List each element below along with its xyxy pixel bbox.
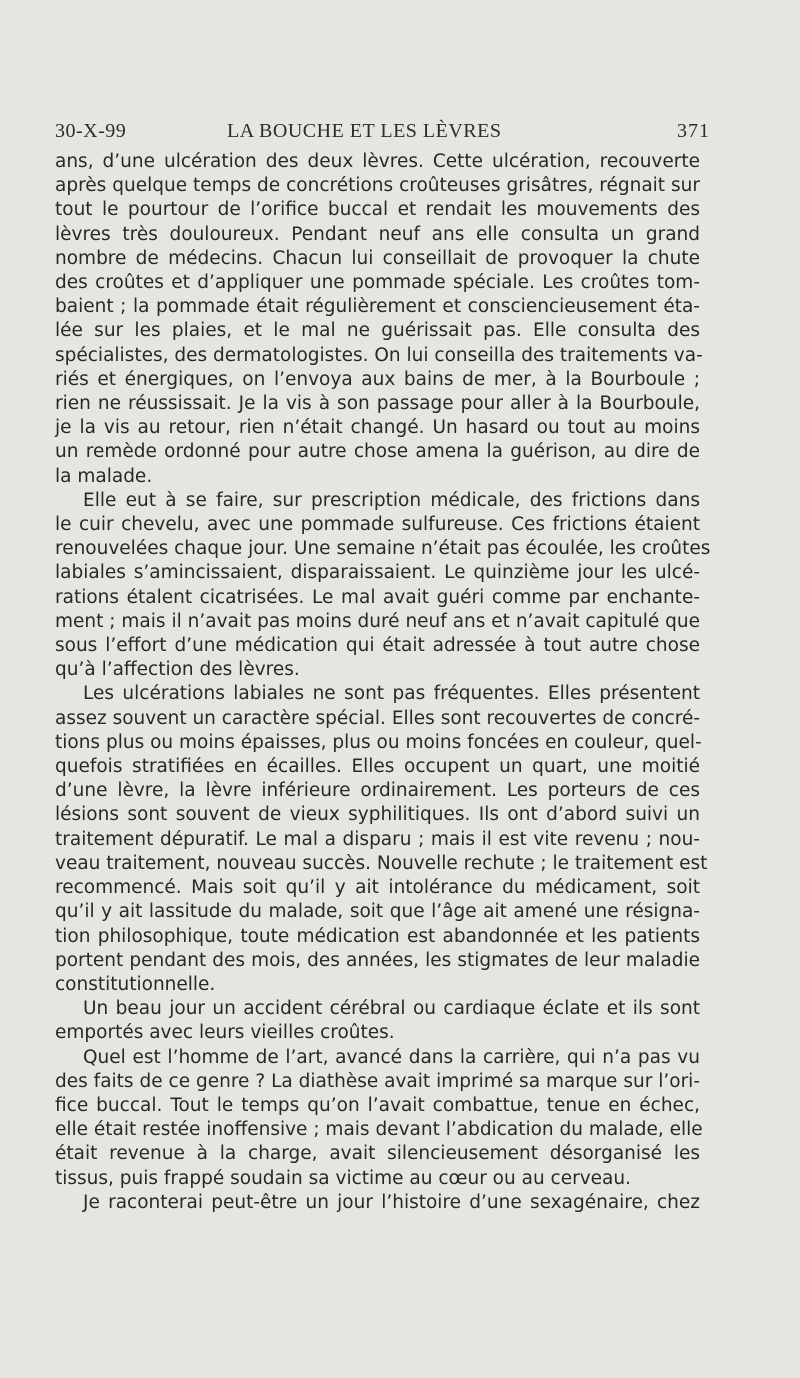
text-line: fice buccal. Tout le temps qu’on l’avait combattue, tenue en échec, bbox=[55, 1094, 700, 1116]
text-line: était revenue à la charge, avait silencieusement désorganisé les bbox=[55, 1143, 700, 1165]
text-line: je la vis au retour, rien n’était changé. Un hasard ou tout au moins bbox=[55, 417, 700, 439]
paragraph bbox=[55, 682, 708, 997]
text-line: veau traitement, nouveau succès. Nouvelle rechute ; le traitement est bbox=[55, 852, 708, 874]
text-line: ans, d’une ulcération des deux lèvres. Cette ulcération, recouverte bbox=[55, 151, 700, 172]
text-line: emportés avec leurs vieilles croûtes. bbox=[55, 1022, 395, 1044]
text-line: Je raconterai peut-être un jour l’histoire d’une sexagénaire, chez bbox=[83, 1191, 700, 1213]
text-line: assez souvent un caractère spécial. Elles sont recouvertes de concré- bbox=[55, 707, 701, 729]
header-date: 30-X-99 bbox=[55, 120, 127, 142]
text-line: qu’il y ait lassitude du malade, soit que l’âge ait amené une résigna- bbox=[55, 901, 700, 923]
text-line: la malade. bbox=[55, 465, 153, 487]
text-line: lèvres très douloureux. Pendant neuf ans elle consulta un grand bbox=[55, 223, 700, 245]
text-line: riés et énergiques, on l’envoya aux bains de mer, à la Bourboule ; bbox=[55, 368, 700, 390]
text-line: portent pendant des mois, des années, les stigmates de leur maladie bbox=[55, 949, 700, 971]
text-line: sous l’effort d’une médication qui était adressée à tout autre chose bbox=[55, 635, 700, 657]
text-line: recommencé. Mais soit qu’il y ait intolérance du médicament, soit bbox=[55, 877, 700, 899]
text-line: d’une lèvre, la lèvre inférieure ordinairement. Les porteurs de ces bbox=[55, 780, 700, 802]
text-line: le cuir chevelu, avec une pommade sulfureuse. Ces frictions étaient bbox=[55, 514, 700, 536]
text-line: rations étalent cicatrisées. Le mal avait guéri comme par enchante- bbox=[55, 586, 700, 608]
text-line: tions plus ou moins épaisses, plus ou moins foncées en couleur, quel- bbox=[55, 731, 702, 753]
header-title: LA BOUCHE ET LES LÈVRES bbox=[227, 120, 502, 142]
text-line: des croûtes et d’appliquer une pommade spéciale. Les croûtes tom- bbox=[55, 272, 700, 294]
paragraph bbox=[55, 1191, 700, 1215]
text-line: spécialistes, des dermatologistes. On lui conseilla des traitements va- bbox=[55, 344, 703, 366]
paragraph bbox=[55, 1046, 703, 1191]
paragraph bbox=[55, 997, 700, 1045]
text-line: nombre de médecins. Chacun lui conseillait de provoquer la chute bbox=[55, 247, 700, 269]
text-line: labiales s’amincissaient, disparaissaient. Le quinzième jour les ulcé- bbox=[55, 562, 700, 584]
text-line: Quel est l’homme de l’art, avancé dans la carrière, qui n’a pas vu bbox=[83, 1046, 700, 1068]
text-line: Elle eut à se faire, sur prescription médicale, des frictions dans bbox=[83, 489, 700, 511]
text-line: renouvelées chaque jour. Une semaine n’était pas écoulée, les croûtes bbox=[55, 538, 711, 560]
text-line: après quelque temps de concrétions croûteuses grisâtres, régnait sur bbox=[55, 175, 700, 197]
text-line: baient ; la pommade était régulièrement et consciencieusement éta- bbox=[55, 296, 700, 318]
text-line: lée sur les plaies, et le mal ne guérissait pas. Elle consulta des bbox=[55, 320, 700, 342]
text-line: des faits de ce genre ? La diathèse avait imprimé sa marque sur l’ori- bbox=[55, 1070, 700, 1092]
text-line: tissus, puis frappé soudain sa victime au cœur ou au cerveau. bbox=[55, 1167, 631, 1189]
text-line: tout le pourtour de l’orifice buccal et rendait les mouvements des bbox=[55, 199, 700, 221]
text-line: tion philosophique, toute médication est abandonnée et les patients bbox=[55, 925, 700, 947]
text-line: lésions sont souvent de vieux syphilitiques. Ils ont d’abord suivi un bbox=[55, 804, 700, 826]
page-number: 371 bbox=[677, 120, 710, 142]
text-line: ment ; mais il n’avait pas moins duré neuf ans et n’avait capitulé que bbox=[55, 610, 700, 632]
paragraph bbox=[55, 150, 703, 489]
text-line: constitutionnelle. bbox=[55, 973, 216, 995]
text-line: elle était restée inoffensive ; mais devant l’abdication du malade, elle bbox=[55, 1119, 703, 1141]
text-line: quefois stratifiées en écailles. Elles occupent un quart, une moitié bbox=[55, 756, 700, 778]
body-text bbox=[55, 150, 711, 1215]
text-line: Les ulcérations labiales ne sont pas fréquentes. Elles présentent bbox=[83, 683, 700, 705]
text-line: un remède ordonné pour autre chose amena la guérison, au dire de bbox=[55, 441, 700, 463]
text-line: traitement dépuratif. Le mal a disparu ; mais il est vite revenu ; nou- bbox=[55, 828, 700, 850]
text-line: rien ne réussissait. Je la vis à son passage pour aller à la Bourboule, bbox=[55, 393, 700, 415]
text-line: Un beau jour un accident cérébral ou cardiaque éclate et ils sont bbox=[83, 998, 700, 1020]
text-line: qu’à l’affection des lèvres. bbox=[55, 659, 300, 681]
paragraph bbox=[55, 489, 711, 683]
running-header bbox=[55, 120, 710, 142]
